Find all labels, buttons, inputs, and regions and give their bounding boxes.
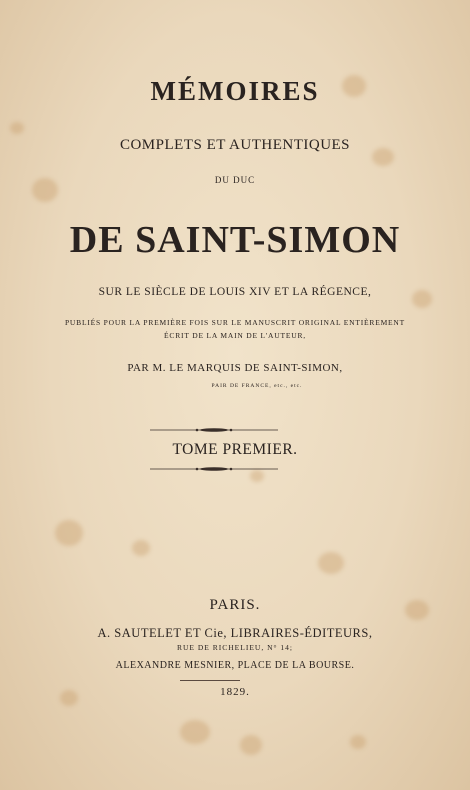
imprint-city: PARIS. <box>209 597 261 613</box>
topic-line: SUR LE SIÈCLE DE LOUIS XIV ET LA RÉGENCE, <box>98 286 372 298</box>
publication-line-1: PUBLIÉS POUR LA PREMIÈRE FOIS SUR LE MANUSCRIT ORIGINAL ENTIÈREMENT <box>64 318 406 327</box>
book-subtitle: COMPLETS ET AUTHENTIQUES <box>119 137 351 153</box>
author-name: DE SAINT-SIMON <box>69 219 401 261</box>
foxing-spot <box>350 735 366 749</box>
ornamental-rule-bottom <box>150 466 278 472</box>
foxing-spot <box>132 540 150 556</box>
foxing-spot <box>55 520 83 546</box>
foxing-spot <box>240 735 262 755</box>
volume-label: TOME PREMIER. <box>172 441 298 458</box>
book-title: MÉMOIRES <box>150 76 320 106</box>
ornamental-rule-top <box>150 427 278 433</box>
du-duc-text: DU DUC <box>214 175 256 185</box>
editor-line: PAR M. LE MARQUIS DE SAINT-SIMON, <box>127 362 343 374</box>
publication-line-2: ÉCRIT DE LA MAIN DE L'AUTEUR, <box>164 331 306 340</box>
imprint-divider <box>180 680 240 681</box>
imprint-publisher: A. SAUTELET ET Cie, LIBRAIRES-ÉDITEURS, <box>97 626 373 640</box>
foxing-spot <box>318 552 344 574</box>
imprint-year: 1829. <box>220 686 250 698</box>
foxing-spot <box>10 122 24 134</box>
foxing-spot <box>180 720 210 744</box>
editor-title: PAIR DE FRANCE, etc., etc. <box>211 383 303 389</box>
imprint-address: RUE DE RICHELIEU, N° 14; <box>177 643 293 652</box>
imprint-co-publisher: ALEXANDRE MESNIER, PLACE DE LA BOURSE. <box>115 660 355 671</box>
